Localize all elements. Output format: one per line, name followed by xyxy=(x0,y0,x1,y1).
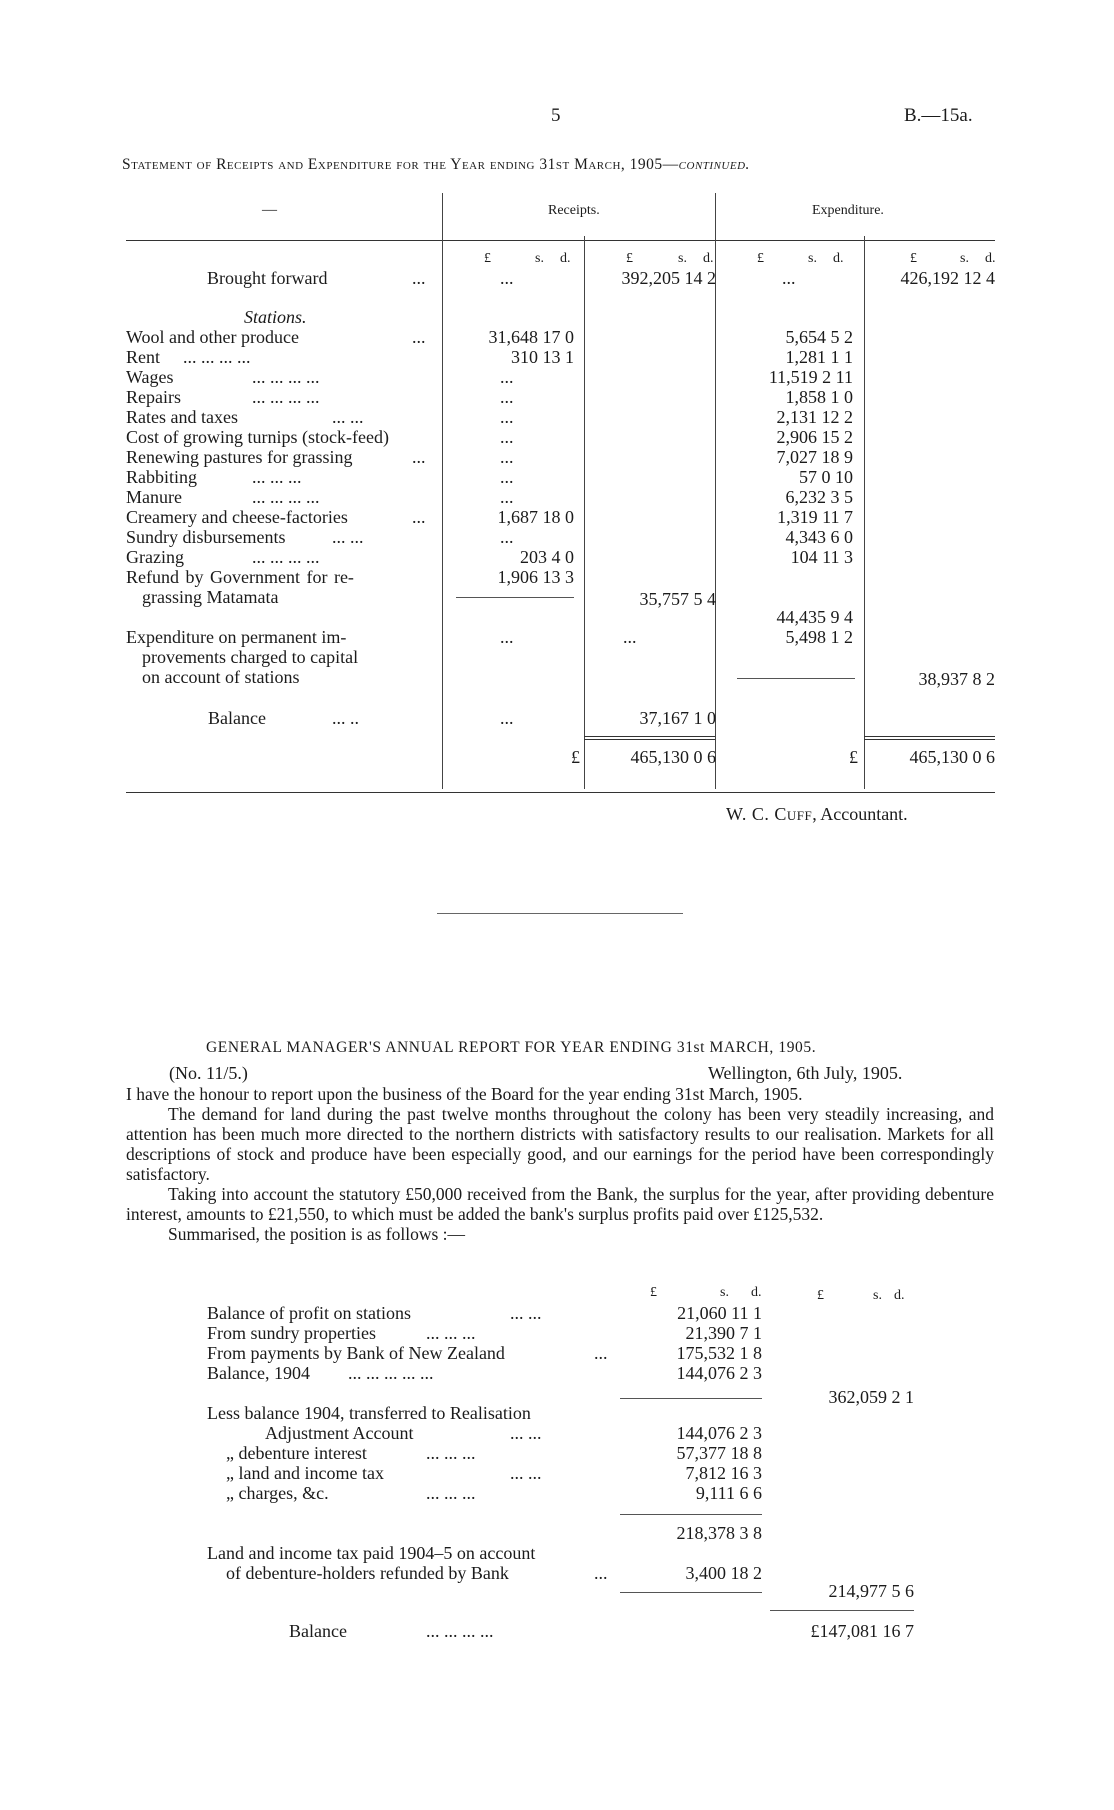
row-label: Creamery and cheese-factories xyxy=(126,507,348,527)
col-divider-2 xyxy=(584,236,585,789)
row-dots: ... ... xyxy=(332,527,364,547)
summary-rule xyxy=(620,1592,762,1593)
row-dots: ... xyxy=(412,268,426,288)
row-label: Renewing pastures for grassing xyxy=(126,447,353,467)
summary-value: 21,390 7 1 xyxy=(685,1323,762,1343)
row-dots: ... xyxy=(412,327,426,347)
unit-pound-r1: £ xyxy=(484,251,491,266)
unit-s-e2: s. xyxy=(960,251,969,266)
col-divider-4 xyxy=(864,236,865,789)
expenditure-subcol: ... xyxy=(782,268,796,288)
row-label: Sundry disbursements xyxy=(126,527,286,547)
summary-rule xyxy=(770,1610,914,1611)
receipts-subcol: ... xyxy=(500,367,514,387)
receipts-total-rule xyxy=(584,736,715,737)
summary-dots: ... ... ... xyxy=(426,1483,476,1503)
unit-pound-e1: £ xyxy=(757,251,764,266)
expenditure-subcol: 11,519 2 11 xyxy=(768,367,853,387)
receipts-subcol: ... xyxy=(500,268,514,288)
summary-balance-label: Balance xyxy=(289,1621,347,1641)
pound-sign: £ xyxy=(849,747,858,767)
summary-label: From sundry properties xyxy=(207,1323,376,1343)
summary-dots: ... ... ... xyxy=(426,1323,476,1343)
unit-s-r2: s. xyxy=(678,251,687,266)
expenditure-total-rule xyxy=(864,736,995,737)
expenditure-total: 426,192 12 4 xyxy=(900,268,995,288)
row-label-cont: grassing Matamata xyxy=(142,587,279,607)
summary-label: Balance, 1904 xyxy=(207,1363,310,1383)
row-dots: ... ... ... ... xyxy=(252,547,320,567)
expenditure-subcol: 1,281 1 1 xyxy=(785,347,853,367)
row-label: Cost of growing turnips (stock-feed) xyxy=(126,427,389,447)
receipts-total: ... xyxy=(623,627,637,647)
expenditure-subtotal-rule xyxy=(737,678,855,679)
document-reference: B.—15a. xyxy=(904,105,973,126)
row-label-cont: on account of stations xyxy=(142,667,300,687)
accountant-name: W. C. Cuff xyxy=(726,804,813,824)
col-divider-1 xyxy=(442,193,443,789)
report-reference: (No. 11/5.) xyxy=(169,1063,248,1083)
page-number: 5 xyxy=(551,105,561,126)
row-dots: ... ... xyxy=(332,407,364,427)
summary-value: 7,812 16 3 xyxy=(685,1463,762,1483)
row-dots: ... ... ... ... xyxy=(252,387,320,407)
row-label: Rates and taxes xyxy=(126,407,238,427)
summary-label: Balance of profit on stations xyxy=(207,1303,411,1323)
expenditure-subcol: 5,654 5 2 xyxy=(785,327,853,347)
receipts-subcol: ... xyxy=(500,427,514,447)
unit-d: d. xyxy=(751,1285,762,1300)
receipts-subcol: 1,687 18 0 xyxy=(497,507,574,527)
summary-dots: ... xyxy=(594,1343,608,1363)
row-label: Brought forward xyxy=(207,268,328,288)
summary-label: Adjustment Account xyxy=(265,1423,414,1443)
receipts-subcol: 1,906 13 3 xyxy=(497,567,574,587)
summary-dots: ... ... ... ... xyxy=(426,1621,494,1641)
report-place-date: Wellington, 6th July, 1905. xyxy=(708,1063,903,1083)
expenditure-subcol: 7,027 18 9 xyxy=(776,447,853,467)
statement-title-text: Statement of Receipts and Expenditure for the Year ending 31st March, 1905— xyxy=(122,156,679,173)
col-header-expenditure: Expenditure. xyxy=(812,203,884,218)
expenditure-subcol: 2,131 12 2 xyxy=(776,407,853,427)
table-bottom-rule xyxy=(126,792,995,793)
tax-label: Land and income tax paid 1904–5 on account xyxy=(207,1543,536,1563)
expenditure-subcol: 5,498 1 2 xyxy=(785,627,853,647)
summary-dots: ... ... xyxy=(510,1423,542,1443)
accountant-role: , Accountant. xyxy=(812,804,908,824)
summary-rule xyxy=(620,1514,762,1515)
unit-d: d. xyxy=(894,1288,905,1303)
summary-rule xyxy=(620,1398,762,1399)
row-dots: ... xyxy=(412,507,426,527)
receipts-subcol: ... xyxy=(500,487,514,507)
expenditure-subcol: 4,343 6 0 xyxy=(785,527,853,547)
section-separator xyxy=(437,913,683,914)
row-label: Balance xyxy=(208,708,266,728)
summary-value: 57,377 18 8 xyxy=(676,1443,762,1463)
tax-label-cont: of debenture-holders refunded by Bank xyxy=(226,1563,509,1583)
summary-less-heading: Less balance 1904, transferred to Realisation xyxy=(207,1403,531,1423)
col-header-receipts: Receipts. xyxy=(548,203,600,218)
receipts-subcol: ... xyxy=(500,387,514,407)
row-dots: ... ... ... xyxy=(252,467,302,487)
summary-label: „ debenture interest xyxy=(226,1443,367,1463)
expenditure-subcol: 2,906 15 2 xyxy=(776,427,853,447)
summary-value: 3,400 18 2 xyxy=(685,1563,762,1583)
expenditure-total-rule-2 xyxy=(864,739,995,740)
summary-group-total: 218,378 3 8 xyxy=(676,1523,762,1543)
summary-dots: ... ... ... ... ... xyxy=(348,1363,434,1383)
accountant-signature xyxy=(726,805,908,823)
expenditure-subcol: 1,319 11 7 xyxy=(777,507,853,527)
receipts-total: 35,757 5 4 xyxy=(639,589,716,609)
summary-value: 21,060 11 1 xyxy=(677,1303,762,1323)
unit-s: s. xyxy=(873,1288,882,1303)
unit-pound-r2: £ xyxy=(626,251,633,266)
row-label: Repairs xyxy=(126,387,181,407)
row-label: Rabbiting xyxy=(126,467,197,487)
row-label: Manure xyxy=(126,487,182,507)
row-label: Wages xyxy=(126,367,174,387)
unit-pound: £ xyxy=(650,1285,657,1300)
expenditure-subcol: 44,435 9 4 xyxy=(776,607,853,627)
report-paragraph: I have the honour to report upon the business of the Board for the year ending 31st March, 1905. xyxy=(126,1084,803,1104)
receipts-subcol: ... xyxy=(500,627,514,647)
unit-d-r1: d. xyxy=(560,251,571,266)
receipts-total: 37,167 1 0 xyxy=(639,708,716,728)
receipts-subcol: 310 13 1 xyxy=(511,347,574,367)
statement-title xyxy=(122,157,750,173)
receipts-subcol: ... xyxy=(500,447,514,467)
summary-label: „ land and income tax xyxy=(226,1463,384,1483)
row-label: Expenditure on permanent im- xyxy=(126,627,347,647)
summary-value: 175,532 1 8 xyxy=(676,1343,762,1363)
unit-d-e1: d. xyxy=(833,251,844,266)
summary-dots: ... ... xyxy=(510,1463,542,1483)
receipts-total: 392,205 14 2 xyxy=(621,268,716,288)
report-paragraph: The demand for land during the past twelve months throughout the colony has been very steadily increasing, and attention has been much more directed to the northern districts with satisfactory results to our realisation. Markets for all descriptions of stock and produce have been especially good, and our earnings for the period have been correspondingly satisfactory. xyxy=(126,1104,994,1184)
summary-dots: ... xyxy=(594,1563,608,1583)
receipts-total-rule-2 xyxy=(584,739,715,740)
unit-pound: £ xyxy=(817,1288,824,1303)
report-body xyxy=(126,1084,994,1244)
expenditure-subcol: 1,858 1 0 xyxy=(785,387,853,407)
report-paragraph: Summarised, the position is as follows :— xyxy=(168,1224,466,1244)
row-label: Rent xyxy=(126,347,160,367)
unit-s: s. xyxy=(720,1285,729,1300)
row-label-cont: provements charged to capital xyxy=(142,647,359,667)
receipts-subcol: 203 4 0 xyxy=(520,547,574,567)
summary-value: 144,076 2 3 xyxy=(676,1363,762,1383)
row-label: Refund by Government for re- xyxy=(126,567,354,587)
expenditure-total: 38,937 8 2 xyxy=(918,669,995,689)
row-dots: ... ... ... ... xyxy=(252,367,320,387)
row-dots: ... xyxy=(412,447,426,467)
receipts-subcol: ... xyxy=(500,708,514,728)
row-label: Grazing xyxy=(126,547,184,567)
summary-subtotal: 362,059 2 1 xyxy=(828,1387,914,1407)
receipts-subcol: ... xyxy=(500,467,514,487)
unit-pound-e2: £ xyxy=(910,251,917,266)
summary-value: 9,111 6 6 xyxy=(695,1483,762,1503)
summary-label: „ charges, &c. xyxy=(226,1483,329,1503)
summary-subtotal: 214,977 5 6 xyxy=(828,1581,914,1601)
receipts-subcol: 31,648 17 0 xyxy=(488,327,574,347)
receipts-subcol: ... xyxy=(500,407,514,427)
receipts-grand-total: 465,130 0 6 xyxy=(630,747,716,767)
stations-heading: Stations. xyxy=(244,307,307,327)
summary-label: From payments by Bank of New Zealand xyxy=(207,1343,505,1363)
receipts-subcol: ... xyxy=(500,527,514,547)
col-header-dash: — xyxy=(262,202,277,218)
summary-balance-value: £147,081 16 7 xyxy=(810,1621,914,1641)
unit-s-e1: s. xyxy=(808,251,817,266)
expenditure-subcol: 6,232 3 5 xyxy=(785,487,853,507)
receipts-subtotal-rule xyxy=(456,597,574,598)
row-dots: ... ... ... ... xyxy=(183,347,251,367)
unit-d-r2: d. xyxy=(703,251,714,266)
expenditure-subcol: 104 11 3 xyxy=(790,547,853,567)
unit-d-e2: d. xyxy=(985,251,996,266)
row-dots: ... .. xyxy=(332,708,359,728)
summary-dots: ... ... xyxy=(510,1303,542,1323)
expenditure-grand-total: 465,130 0 6 xyxy=(909,747,995,767)
report-paragraph: Taking into account the statutory £50,000 received from the Bank, the surplus for the year, after providing debenture interest, amounts to £21,550, to which must be added the bank's surplus profits paid over £125,532. xyxy=(126,1184,994,1224)
summary-dots: ... ... ... xyxy=(426,1443,476,1463)
statement-title-continued: continued. xyxy=(678,156,750,173)
unit-s-r1: s. xyxy=(535,251,544,266)
row-dots: ... ... ... ... xyxy=(252,487,320,507)
report-title: GENERAL MANAGER'S ANNUAL REPORT FOR YEAR ENDING 31st MARCH, 1905. xyxy=(206,1039,817,1056)
pound-sign: £ xyxy=(571,747,580,767)
row-label: Wool and other produce xyxy=(126,327,299,347)
summary-value: 144,076 2 3 xyxy=(676,1423,762,1443)
expenditure-subcol: 57 0 10 xyxy=(799,467,853,487)
